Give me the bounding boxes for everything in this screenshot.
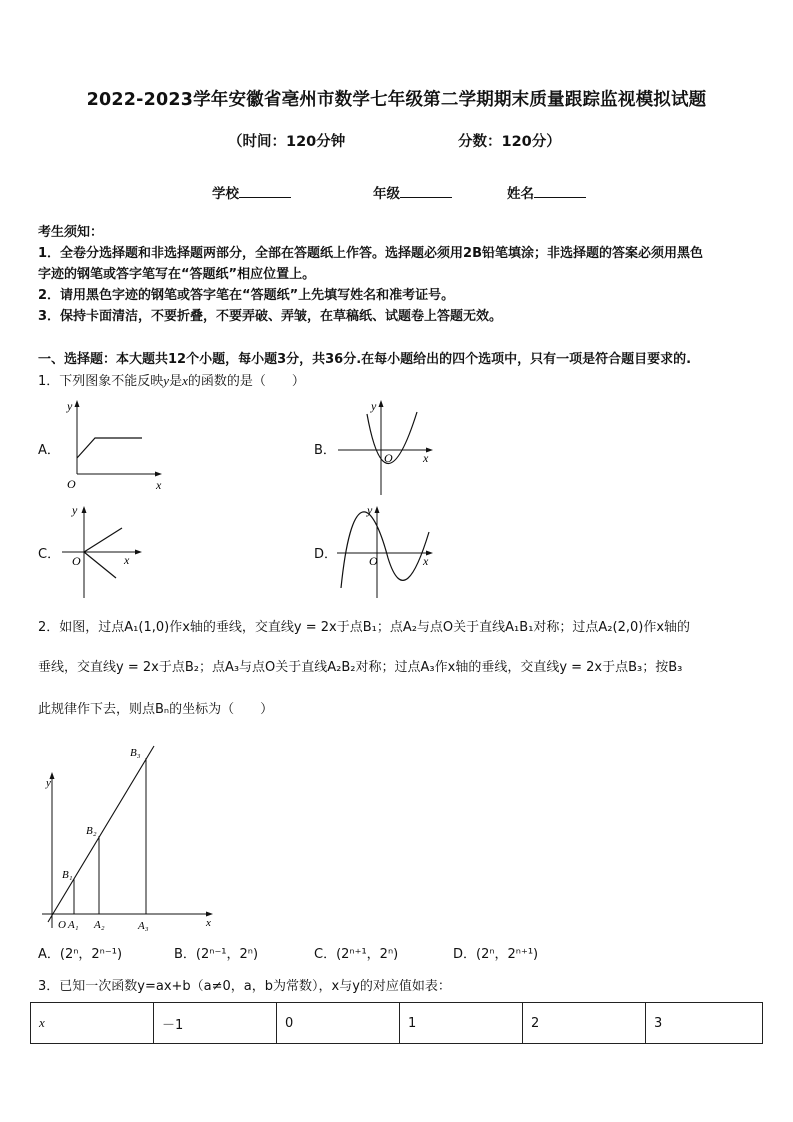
q1-graph-d xyxy=(333,500,443,600)
question-2-line-2: 垂线，交直线y = 2x于点B₂；点A₃与点O关于直线A₂B₂对称；过点A₃作x轴的垂线，交直线y = 2x于点B₃；按B₃ xyxy=(38,660,683,675)
y-axis-label: y xyxy=(67,399,73,413)
origin-label: O xyxy=(384,451,393,465)
point-a2-label: A₂ xyxy=(94,919,105,931)
question-2-line-3: 此规律作下去，则点Bₙ的坐标为（ ） xyxy=(38,702,274,717)
x-axis-label: x xyxy=(423,451,429,465)
origin-label: O xyxy=(72,554,81,568)
value-table xyxy=(30,1002,763,1044)
table-row xyxy=(31,1003,763,1044)
q2-option-c[interactable]: C．(2ⁿ⁺¹，2ⁿ) xyxy=(314,947,399,962)
upper-ray xyxy=(84,528,122,552)
x-axis-label: x xyxy=(156,478,162,492)
q2-option-d[interactable]: D．(2ⁿ，2ⁿ⁺¹) xyxy=(453,947,539,962)
table-cell: 3 xyxy=(646,1003,763,1044)
y-axis-label: y xyxy=(367,503,373,517)
function-curve xyxy=(341,512,429,588)
question-2-line-1: 2．如图，过点A₁(1,0)作x轴的垂线，交直线y = 2x于点B₁；点A₂与点O关于直线A₁B₁对称；过点A₂(2,0)作x轴的 xyxy=(38,620,691,635)
exam-score: 分数：120分） xyxy=(458,134,561,150)
question-1-stem: 1．下列图象不能反映y是x的函数的是（ ） xyxy=(38,373,305,389)
origin-label: O xyxy=(369,554,378,568)
exam-title: 2022-2023学年安徽省亳州市数学七年级第二学期期末质量跟踪监视模拟试题 xyxy=(86,90,707,110)
name-blank xyxy=(534,184,586,198)
point-b2-label: B₂ xyxy=(86,825,97,837)
point-b3-label: B₃ xyxy=(130,747,141,759)
grade-blank xyxy=(400,184,452,198)
q1-option-a-label[interactable]: A． xyxy=(38,443,60,458)
question-3-stem: 3．已知一次函数y=ax+b（a≠0，a，b为常数），x与y的对应值如表： xyxy=(38,979,451,994)
y-axis-label: y xyxy=(72,503,78,517)
school-field xyxy=(212,182,291,202)
q2-option-a[interactable]: A．(2ⁿ，2ⁿ⁻¹) xyxy=(38,947,123,962)
notice-item: 3．保持卡面清洁，不要折叠，不要弄破、弄皱，在草稿纸、试题卷上答题无效。 xyxy=(38,309,503,324)
point-a1-label: A₁ xyxy=(68,919,79,931)
table-cell: 1 xyxy=(400,1003,523,1044)
table-cell: 0 xyxy=(277,1003,400,1044)
x-axis-arrow xyxy=(155,472,162,477)
notice-item: 2．请用黑色字迹的钢笔或答字笔在“答题纸”上先填写姓名和准考证号。 xyxy=(38,288,455,303)
q1-graph-a xyxy=(60,396,170,492)
y-axis-arrow xyxy=(375,506,380,513)
grade-field xyxy=(373,182,452,202)
table-cell: －1 xyxy=(154,1003,277,1044)
name-label: 姓名 xyxy=(507,186,534,202)
school-blank xyxy=(239,184,291,198)
q1-graph-c xyxy=(60,500,170,600)
q1-option-b-label[interactable]: B． xyxy=(314,443,336,458)
y-axis-label: y xyxy=(46,777,51,789)
x-axis-label: x xyxy=(423,554,429,568)
point-b1-label: B₁ xyxy=(62,869,73,881)
q1-option-d-label[interactable]: D． xyxy=(314,547,338,562)
origin-label: O xyxy=(58,919,66,931)
q1-option-c-label[interactable]: C． xyxy=(38,547,61,562)
name-field xyxy=(507,182,586,202)
x-axis-label: x xyxy=(206,917,211,929)
q2-option-b[interactable]: B．(2ⁿ⁻¹，2ⁿ) xyxy=(174,947,259,962)
table-cell: x xyxy=(31,1003,154,1044)
origin-label: O xyxy=(67,477,76,491)
school-label: 学校 xyxy=(212,186,239,202)
exam-time: （时间：120分钟 xyxy=(228,134,346,150)
notice-item: 1．全卷分选择题和非选择题两部分，全部在答题纸上作答。选择题必须用2B铅笔填涂；非选择题的答案必须用黑色 xyxy=(38,246,704,261)
notice-block xyxy=(38,222,758,327)
grade-label: 年级 xyxy=(373,186,400,202)
q2-figure xyxy=(38,740,223,935)
lower-ray xyxy=(84,552,116,578)
y-axis-arrow xyxy=(379,400,384,407)
y-axis-label: y xyxy=(371,399,377,413)
x-axis-arrow xyxy=(206,912,213,917)
point-a3-label: A₃ xyxy=(138,920,149,932)
q1-graph-b xyxy=(333,396,443,496)
function-curve xyxy=(77,438,142,458)
section-heading: 一、选择题：本大题共12个小题，每小题3分，共36分.在每小题给出的四个选项中，只有一项是符合题目要求的. xyxy=(38,352,692,367)
table-cell: 2 xyxy=(523,1003,646,1044)
y-axis-arrow xyxy=(82,506,87,513)
notice-heading: 考生须知： xyxy=(38,225,104,240)
x-axis-label: x xyxy=(124,553,130,567)
line-y-2x xyxy=(48,746,154,922)
notice-item: 字迹的钢笔或答字笔写在“答题纸”相应位置上。 xyxy=(38,267,316,282)
y-axis-arrow xyxy=(75,400,80,407)
x-axis-arrow xyxy=(135,550,142,555)
